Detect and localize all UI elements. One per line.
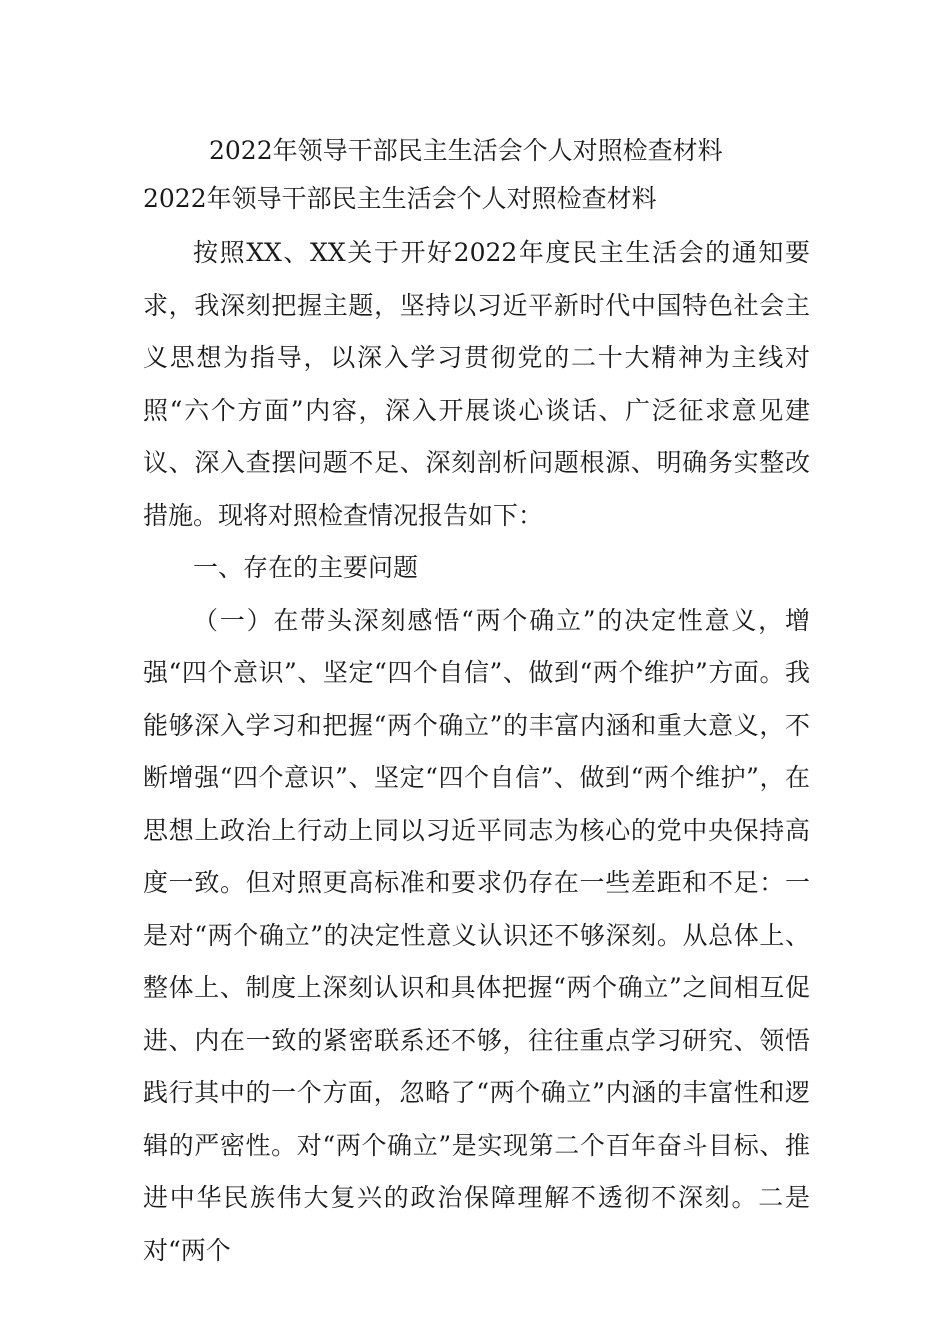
document-title-left: 2022年领导干部民主生活会个人对照检查材料 — [143, 184, 657, 213]
document-body — [143, 127, 810, 1277]
paragraph-problem-one: （一）在带头深刻感悟“两个确立”的决定性意义，增强“四个意识”、坚定“四个自信”、做到“两个维护”方面。我能够深入学习和把握“两个确立”的丰富内涵和重大意义，不断增强“四个意识”、坚定“四个自信”、做到“两个维护”，在思想上政治上行动上同以习近平同志为核心的党中央保持高度一致。但对照更高标准和要求仍存在一些差距和不足：一是对“两个确立”的决定性意义认识还不够深刻。从总体上、整体上、制度上深刻认识和具体把握“两个确立”之间相互促进、内在一致的紧密联系还不够，往往重点学习研究、领悟践行其中的一个方面，忽略了“两个确立”内涵的丰富性和逻辑的严密性。对“两个确立”是实现第二个百年奋斗目标、推进中华民族伟大复兴的政治保障理解不透彻不深刻。二是对“两个 — [143, 605, 810, 1265]
paragraph-intro: 按照XX、XX关于开好2022年度民主生活会的通知要求，我深刻把握主题，坚持以习近平新时代中国特色社会主义思想为指导，以深入学习贯彻党的二十大精神为主线对照“六个方面”内容，深入开展谈心谈话、广泛征求意见建议、深入查摆问题不足、深刻剖析问题根源、明确务实整改措施。现将对照检查情况报告如下： — [143, 238, 810, 530]
document-title-centered: 2022年领导干部民主生活会个人对照检查材料 — [209, 136, 723, 165]
section-heading-main-problems: 一、存在的主要问题 — [193, 553, 419, 582]
